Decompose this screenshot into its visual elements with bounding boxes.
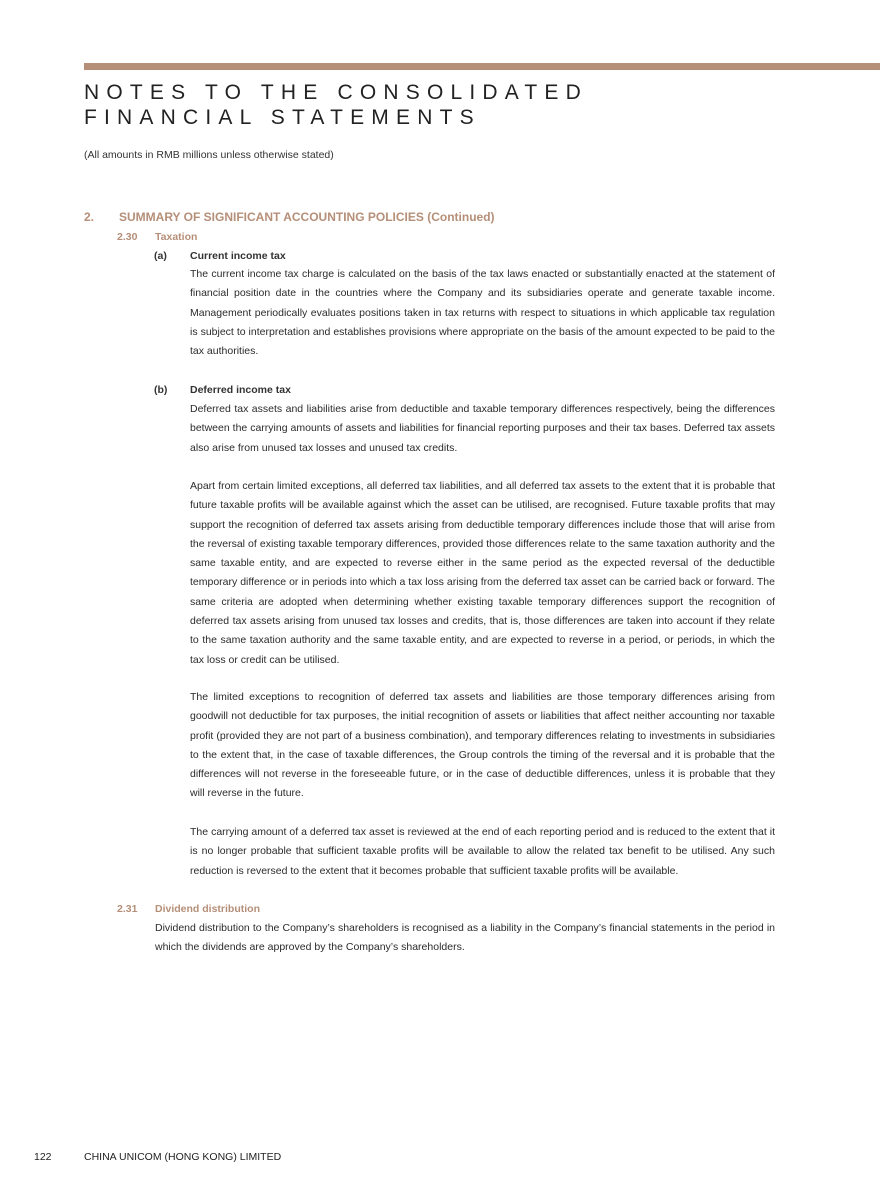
deferred-tax-paragraph-2: Apart from certain limited exceptions, all deferred tax liabilities, and all deferred tax assets to the extent that it is probable that future taxable profits will be available against which the asset can be utilised, are recognised. Future taxable profits that may support the recognition of deferred tax assets arising from deductible temporary differences include those that will arise from the reversal of existing taxable temporary differences, provided those differences relate to the same taxation authority and the same taxable entity, and are expected to reverse either in the same period as the expected reversal of the deductible temporary difference or in periods into which a tax loss arising from the deferred tax asset can be carried back or forward. The same criteria are adopted when determining whether existing taxable temporary differences support the recognition of deferred tax assets arising from unused tax losses and credits, that is, those differences are taken into account if they relate to the same taxation authority and the same taxable entity, and are expected to reverse in a period, or periods, in which the tax loss or credit can be utilised. xyxy=(190,480,775,666)
subsection-title: Dividend distribution xyxy=(155,903,260,915)
item-title: Current income tax xyxy=(190,250,286,262)
subsection-heading-taxation xyxy=(117,231,197,243)
item-label: (b) xyxy=(154,384,168,396)
deferred-tax-paragraph-4: The carrying amount of a deferred tax asset is reviewed at the end of each reporting period and is reduced to the extent that it is no longer probable that sufficient taxable profits will be available to allow the related tax benefit to be utilised. Any such reduction is reversed to the extent that it becomes probable that sufficient taxable profits will be available. xyxy=(190,826,775,877)
item-title: Deferred income tax xyxy=(190,384,291,396)
item-label: (a) xyxy=(154,250,167,262)
page-number: 122 xyxy=(34,1151,52,1163)
section-number: 2. xyxy=(84,210,95,224)
page-title xyxy=(84,80,784,130)
deferred-tax-paragraph-1: Deferred tax assets and liabilities arise from deductible and taxable temporary differences respectively, being the differences between the carrying amounts of assets and liabilities for financial reporting purposes and their tax bases. Deferred tax assets also arise from unused tax losses and unused tax credits. xyxy=(190,403,775,454)
item-heading-deferred-income-tax xyxy=(154,384,291,396)
subsection-number: 2.30 xyxy=(117,231,138,243)
section-title: SUMMARY OF SIGNIFICANT ACCOUNTING POLICIES (Continued) xyxy=(119,210,495,224)
dividend-distribution-text: Dividend distribution to the Company’s shareholders is recognised as a liability in the Company’s financial statements in the period in which the dividends are approved by the Company’s shareholders. xyxy=(155,922,775,954)
page-title-line-2: FINANCIAL STATEMENTS xyxy=(84,106,481,129)
top-accent-bar xyxy=(84,63,880,70)
subsection-heading-dividend xyxy=(117,903,260,915)
amounts-note: (All amounts in RMB millions unless otherwise stated) xyxy=(84,149,334,161)
section-heading xyxy=(84,210,495,224)
page-footer xyxy=(34,1151,281,1163)
company-name: CHINA UNICOM (HONG KONG) LIMITED xyxy=(84,1151,282,1163)
subsection-title: Taxation xyxy=(155,231,198,243)
page-title-line-1: NOTES TO THE CONSOLIDATED xyxy=(84,81,589,104)
deferred-tax-paragraph-3: The limited exceptions to recognition of deferred tax assets and liabilities are those temporary differences arising from goodwill not deductible for tax purposes, the initial recognition of assets or liabilities that affect neither accounting nor taxable profit (provided they are not part of a business combination), and temporary differences relating to investments in subsidiaries to the extent that, in the case of taxable differences, the Group controls the timing of the reversal and it is probable that the differences will not reverse in the foreseeable future, or in the case of deductible differences, unless it is probable that they will reverse in the future. xyxy=(190,691,775,800)
item-heading-current-income-tax xyxy=(154,250,286,262)
current-income-tax-text: The current income tax charge is calculated on the basis of the tax laws enacted or substantially enacted at the statement of financial position date in the countries where the Company and its subsidiaries operate and generate taxable income. Management periodically evaluates positions taken in tax returns with respect to situations in which applicable tax regulation is subject to interpretation and establishes provisions where appropriate on the basis of the amount expected to be paid to the tax authorities. xyxy=(190,268,775,358)
subsection-number: 2.31 xyxy=(117,903,138,915)
